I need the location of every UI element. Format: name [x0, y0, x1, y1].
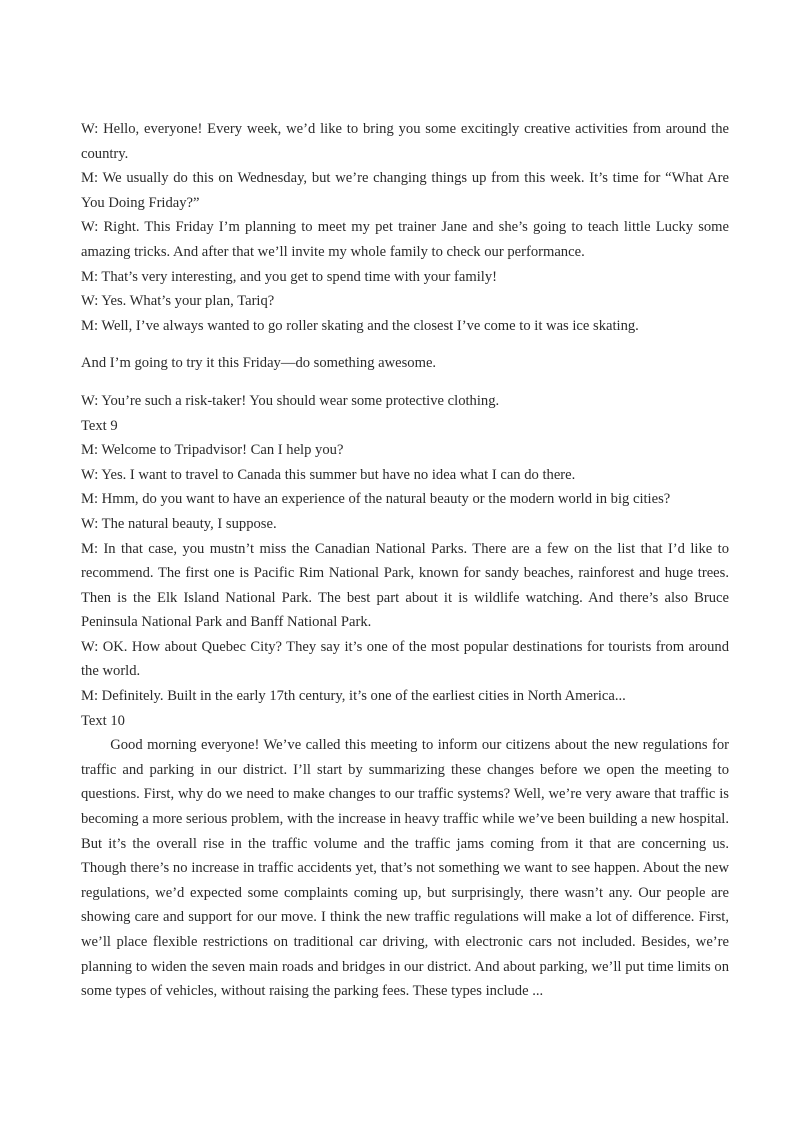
dialogue-line: W: OK. How about Quebec City? They say it’s one of the most popular destinations for tourists from around the world.: [81, 638, 729, 680]
dialogue-line: W: You’re such a risk-taker! You should wear some protective clothing.: [81, 392, 500, 409]
dialogue-line: W: Yes. I want to travel to Canada this summer but have no idea what I can do there.: [81, 466, 576, 483]
dialogue-line: M: In that case, you mustn’t miss the Canadian National Parks. There are a few on the list that I’d like to recommend. The first one is Pacific Rim National Park, known for sandy beaches, rainforest and huge trees. Then is the Elk Island National Park. The best part about it is wildlife watching. And there’s also Bruce Peninsula National Park and Banff National Park.: [81, 540, 729, 631]
dialogue-line: M: Welcome to Tripadvisor! Can I help you?: [81, 442, 344, 459]
document-page: [81, 117, 729, 1004]
dialogue-line: M: Well, I’ve always wanted to go roller skating and the closest I’ve come to it was ice skating.: [81, 317, 639, 334]
dialogue-line: M: We usually do this on Wednesday, but we’re changing things up from this week. It’s time for “What Are You Doing Friday?”: [81, 170, 729, 211]
text-9-heading: Text 9: [81, 417, 118, 434]
dialogue-line: W: Hello, everyone! Every week, we’d like to bring you some excitingly creative activities from around the country.: [81, 121, 729, 162]
monologue-paragraph: Good morning everyone! We’ve called this meeting to inform our citizens about the new regulations for traffic and parking in our district. I’ll start by summarizing these changes before we open the meeting to questions. First, why do we need to make changes to our traffic systems? Well, we’re very aware that traffic is becoming a more serious problem, with the increase in heavy traffic while we’ve been building a new hospital. But it’s the overall rise in the traffic volume and the traffic jams coming from it that are concerning us. Though there’s no increase in traffic accidents yet, that’s not something we want to see happen. About the new regulations, we’d expected some complaints coming up, but surprisingly, there wasn’t any. Our people are showing care and support for our move. I think the new traffic regulations will make a lot of difference. First, we’ll place flexible restrictions on traditional car driving, with electronic cars not included. Besides, we’re planning to widen the seven main roads and bridges in our district. And about parking, we’ll put time limits on some types of vehicles, without raising the parking fees. These types include ...: [81, 737, 729, 1000]
dialogue-line-continued: And I’m going to try it this Friday—do something awesome.: [81, 355, 437, 372]
dialogue-line: M: Definitely. Built in the early 17th century, it’s one of the earliest cities in North America...: [81, 688, 626, 705]
dialogue-line: W: Right. This Friday I’m planning to meet my pet trainer Jane and she’s going to teach little Lucky some amazing tricks. And after that we’ll invite my whole family to check our performance.: [81, 219, 729, 260]
dialogue-line: M: Hmm, do you want to have an experience of the natural beauty or the modern world in big cities?: [81, 491, 671, 508]
dialogue-line: M: That’s very interesting, and you get to spend time with your family!: [81, 268, 497, 285]
dialogue-line: W: Yes. What’s your plan, Tariq?: [81, 293, 275, 310]
text-10-heading: Text 10: [81, 712, 125, 729]
dialogue-line: W: The natural beauty, I suppose.: [81, 515, 277, 532]
